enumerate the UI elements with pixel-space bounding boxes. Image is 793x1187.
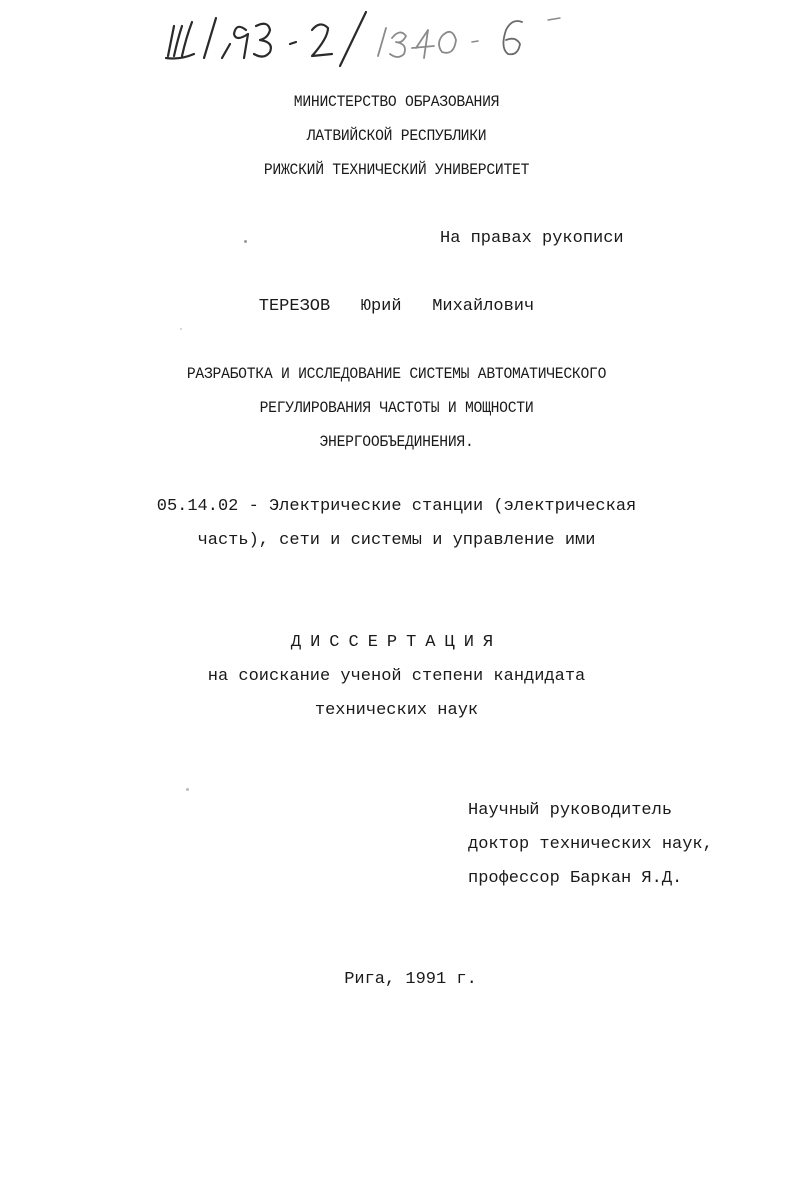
ministry-line-1: МИНИСТЕРСТВО ОБРАЗОВАНИЯ xyxy=(293,93,500,111)
work-type: ДИССЕРТАЦИЯ xyxy=(290,633,503,652)
place-and-year: Рига, 1991 г. xyxy=(344,970,477,989)
specialty-line-1: 05.14.02 - Электрические станции (электрическая xyxy=(156,497,637,516)
manuscript-rights: На правах рукописи xyxy=(440,229,624,248)
specialty-line-2: часть), сети и системы и управление ими xyxy=(197,531,596,550)
scan-speck xyxy=(244,240,247,243)
degree-line-2: технических наук xyxy=(314,701,479,720)
handwritten-archive-number xyxy=(160,8,580,68)
supervisor-name: профессор Баркан Я.Д. xyxy=(468,869,683,888)
supervisor-role: Научный руководитель xyxy=(468,801,673,820)
title-line-3: ЭНЕРГООБЪЕДИНЕНИЯ. xyxy=(319,433,474,451)
university-name: РИЖСКИЙ ТЕХНИЧЕСКИЙ УНИВЕРСИТЕТ xyxy=(263,161,530,179)
author-name: ТЕРЕЗОВ Юрий Михайлович xyxy=(258,297,535,316)
scan-speck xyxy=(180,328,182,330)
scan-speck xyxy=(186,788,189,791)
title-line-2: РЕГУЛИРОВАНИЯ ЧАСТОТЫ И МОЩНОСТИ xyxy=(259,399,534,417)
ministry-line-2: ЛАТВИЙСКОЙ РЕСПУБЛИКИ xyxy=(306,127,487,145)
supervisor-degree: доктор технических наук, xyxy=(468,835,713,854)
degree-line-1: на соискание ученой степени кандидата xyxy=(207,667,586,686)
title-line-1: РАЗРАБОТКА И ИССЛЕДОВАНИЕ СИСТЕМЫ АВТОМАТИЧЕСКОГО xyxy=(186,365,607,383)
